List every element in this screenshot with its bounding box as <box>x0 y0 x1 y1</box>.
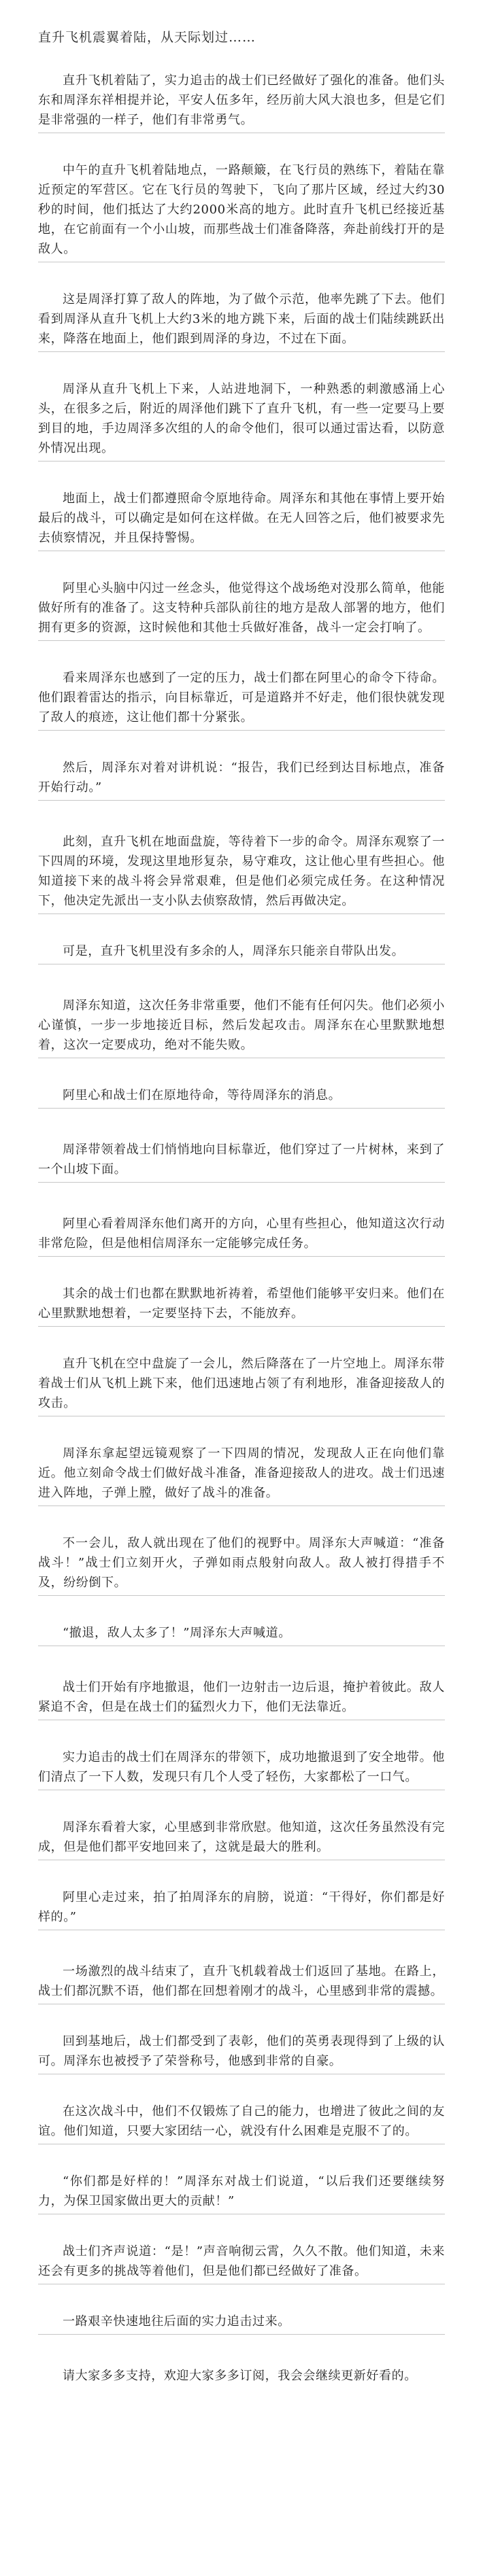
paragraph-13: 周泽带领着战士们悄悄地向目标靠近，他们穿过了一片树林，来到了一个山坡下面。 <box>38 1140 445 1183</box>
paragraph-19: “撤退，敌人太多了！”周泽东大声喊道。 <box>38 1623 445 1646</box>
paragraph-18: 不一会儿，敌人就出现在了他们的视野中。周泽东大声喊道：“准备战斗！”战士们立刻开火，子弹如雨点般射向敌人。敌人被打得措手不及，纷纷倒下。 <box>38 1533 445 1596</box>
paragraph-6: 阿里心头脑中闪过一丝念头，他觉得这个战场绝对没那么简单，他能做好所有的准备了。这支特种兵部队前往的地方是敌人部署的地方，他们拥有更多的资源，这时候他和其他士兵做好准备，战斗一定会打响了。 <box>38 578 445 641</box>
closing-note: 请大家多多支持，欢迎大家多多订阅，我会会继续更新好看的。 <box>63 2369 417 2383</box>
paragraph-10: 可是，直升飞机里没有多余的人，周泽东只能亲自带队出发。 <box>38 941 445 964</box>
paragraph-5: 地面上，战士们都遵照命令原地待命。周泽东和其他在事情上要开始最后的战斗，可以确定是如何在这样做。在无人回答之后，他们被要求先去侦察情况，并且保持警惕。 <box>38 489 445 551</box>
paragraph-21: 实力追击的战士们在周泽东的带领下，成功地撤退到了安全地带。他们清点了一下人数，发现只有几个人受了轻伤，大家都松了一口气。 <box>38 1747 445 1790</box>
paragraph-11: 周泽东知道，这次任务非常重要，他们不能有任何闪失。他们必须小心谨慎，一步一步地接近目标，然后发起攻击。周泽东在心里默默地想着，这次一定要成功，绝对不能失败。 <box>38 996 445 1058</box>
paragraph-29: 一路艰辛快速地往后面的实力追击过来。 <box>38 2312 445 2335</box>
paragraph-25: 回到基地后，战士们都受到了表彰，他们的英勇表现得到了上级的认可。周泽东也被授予了荣誉称号，他感到非常的自豪。 <box>38 2032 445 2074</box>
paragraph-20: 战士们开始有序地撤退，他们一边射击一边后退，掩护着彼此。敌人紧追不舍，但是在战士们的猛烈火力下，他们无法靠近。 <box>38 1677 445 1720</box>
article-title: 直升飞机震翼着陆，从天际划过…… <box>38 30 256 45</box>
paragraph-24: 一场激烈的战斗结束了，直升飞机载着战士们返回了基地。在路上，战士们都沉默不语，他们都在回想着刚才的战斗，心里感到非常的震撼。 <box>38 1962 445 2004</box>
paragraph-17: 周泽东拿起望远镜观察了一下四周的情况，发现敌人正在向他们靠近。他立刻命令战士们做好战斗准备，准备迎接敌人的进攻。战士们迅速进入阵地，子弹上膛，做好了战斗的准备。 <box>38 1444 445 1506</box>
paragraph-27: “你们都是好样的！”周泽东对战士们说道，“以后我们还要继续努力，为保卫国家做出更大的贡献！” <box>38 2172 445 2214</box>
paragraph-2: 中午的直升飞机着陆地点，一路颠簸，在飞行员的熟练下，着陆在靠近预定的军营区。它在飞行员的驾驶下，飞向了那片区域，经过大约30秒的时间，他们抵达了大约2000米高的地方。此时直升飞机已经接近基地，在它前面有一个小山坡，而那些战士们准备降落，奔赴前线打开的是敌人。 <box>38 160 445 262</box>
paragraph-1: 直升飞机着陆了，实力追击的战士们已经做好了强化的准备。他们头东和周泽东祥相提并论，平安人伍多年，经历前大风大浪也多，但是它们是非常强的一样子，他们有非常勇气。 <box>38 71 445 133</box>
paragraph-26: 在这次战斗中，他们不仅锻炼了自己的能力，也增进了彼此之间的友谊。他们知道，只要大家团结一心，就没有什么困难是克服不了的。 <box>38 2102 445 2144</box>
paragraph-28: 战士们齐声说道：“是！”声音响彻云霄，久久不散。他们知道，未来还会有更多的挑战等着他们，但是他们都已经做好了准备。 <box>38 2242 445 2284</box>
paragraph-12: 阿里心和战士们在原地待命，等待周泽东的消息。 <box>38 1085 445 1109</box>
paragraph-8: 然后，周泽东对着对讲机说：“报告，我们已经到达目标地点，准备开始行动。” <box>38 758 445 801</box>
paragraph-16: 直升飞机在空中盘旋了一会儿，然后降落在了一片空地上。周泽东带着战士们从飞机上跳下来，他们迅速地占领了有利地形，准备迎接敌人的攻击。 <box>38 1354 445 1416</box>
paragraph-4: 周泽从直升飞机上下来，人站进地洞下，一种熟悉的刺激感涌上心头，在很多之后，附近的周泽他们跳下了直升飞机，有一些一定要马上要到目的地，手边周泽多次组的人的命令他们，很可以通过雷达看，以防意外情况出现。 <box>38 379 445 462</box>
paragraph-15: 其余的战士们也都在默默地祈祷着，希望他们能够平安归来。他们在心里默默地想着，一定要坚持下去，不能放弃。 <box>38 1284 445 1327</box>
paragraph-22: 周泽东看着大家，心里感到非常欣慰。他知道，这次任务虽然没有完成，但是他们都平安地回来了，这就是最大的胜利。 <box>38 1817 445 1860</box>
paragraph-9: 此刻，直升飞机在地面盘旋，等待着下一步的命令。周泽东观察了一下四周的环境，发现这里地形复杂，易守难攻，这让他心里有些担心。他知道接下来的战斗将会异常艰难，但是他们必须完成任务。在这种情况下，他决定先派出一支小队去侦察敌情，然后再做决定。 <box>38 832 445 914</box>
paragraph-23: 阿里心走过来，拍了拍周泽东的肩膀，说道：“干得好，你们都是好样的。” <box>38 1887 445 1930</box>
paragraph-7: 看来周泽东也感到了一定的压力，战士们都在阿里心的命令下待命。他们跟着雷达的指示，向目标靠近，可是道路并不好走，他们很快就发现了敌人的痕迹，这让他们都十分紧张。 <box>38 668 445 731</box>
paragraph-3: 这是周泽打算了敌人的阵地，为了做个示范，他率先跳了下去。他们看到周泽从直升飞机上大约3米的地方跳下来，后面的战士们陆续跳跃出来，降落在地面上，他们跟到周泽的身边，不过在下面。 <box>38 290 445 352</box>
paragraph-14: 阿里心看着周泽东他们离开的方向，心里有些担心，他知道这次行动非常危险，但是他相信周泽东一定能够完成任务。 <box>38 1214 445 1257</box>
